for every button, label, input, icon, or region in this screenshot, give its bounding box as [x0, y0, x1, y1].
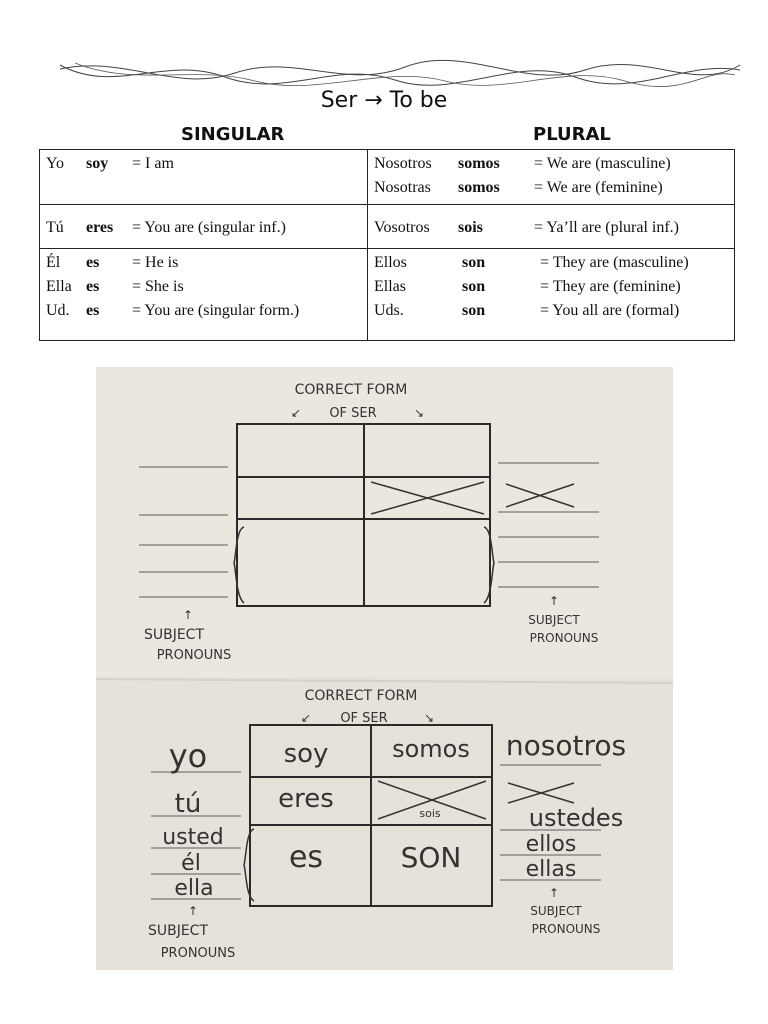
meaning: = We are (masculine): [534, 155, 671, 172]
meaning: = She is: [132, 278, 184, 295]
meaning: = Ya’ll are (plural inf.): [534, 218, 679, 236]
verb-form: sois: [458, 218, 483, 236]
meaning: = You are (singular form.): [132, 302, 300, 319]
plural-header: PLURAL: [533, 124, 611, 145]
pronoun: Uds.: [374, 302, 404, 319]
meaning: = I am: [132, 155, 174, 172]
subject-label: SUBJECT: [143, 627, 205, 643]
pronoun: Nosotros: [374, 155, 432, 172]
grid-answer-somos: somos: [392, 735, 470, 763]
handwritten-diagram-photo: [96, 367, 673, 970]
pronoun-yo: yo: [168, 737, 208, 775]
plural-cell: [368, 249, 735, 341]
up-arrow-icon: ↑: [187, 904, 199, 918]
grid-answer-sois: sois: [419, 807, 441, 820]
meaning: = You are (singular inf.): [132, 218, 286, 236]
pronoun: Ella: [46, 278, 72, 295]
conjugation-line: [374, 275, 728, 299]
pronoun: Nosotras: [374, 179, 431, 196]
conjugation-line: [46, 152, 361, 176]
singular-cell: [40, 205, 368, 249]
subject-label: SUBJECT: [147, 923, 209, 939]
pronouns-label: PRONOUNS: [531, 922, 601, 936]
meaning: = They are (masculine): [540, 254, 689, 271]
conjugation-line: [374, 299, 728, 323]
conjugation-line: [374, 251, 728, 275]
table-row: [40, 150, 735, 205]
verb-form: es: [86, 254, 100, 271]
subject-label: SUBJECT: [530, 904, 582, 918]
meaning: = We are (feminine): [534, 179, 663, 196]
table-row: [40, 249, 735, 341]
conjugation-table: [39, 149, 735, 341]
verb-form: somos: [458, 179, 500, 196]
conjugation-line: [46, 216, 361, 240]
down-right-arrow-icon: ↘: [414, 406, 425, 420]
down-right-arrow-icon: ↘: [424, 711, 435, 725]
pronoun: Ellos: [374, 254, 407, 271]
verb-form: eres: [86, 218, 114, 236]
verb-form: es: [86, 278, 100, 295]
pronoun-tu: tú: [174, 789, 202, 819]
verb-form: soy: [86, 155, 109, 172]
verb-form: somos: [458, 155, 500, 172]
pronouns-label: PRONOUNS: [160, 946, 236, 961]
grid-answer-soy: soy: [283, 739, 329, 769]
verb-form: son: [462, 278, 486, 295]
pronoun: Yo: [46, 155, 64, 172]
grid-answer-eres: eres: [278, 784, 334, 814]
pronoun-el: él: [181, 851, 201, 876]
table-row: [40, 205, 735, 249]
pronoun: Ud.: [46, 302, 70, 319]
pronoun-ella: ella: [174, 876, 214, 901]
singular-cell: [40, 150, 368, 205]
pronoun-ustedes: ustedes: [528, 804, 624, 832]
subject-label: SUBJECT: [528, 613, 580, 627]
meaning: = You all are (formal): [540, 302, 680, 319]
verb-form: son: [462, 302, 486, 319]
of-ser-label: OF SER: [329, 406, 377, 421]
diagram-drawing: [96, 367, 673, 970]
pronoun: Él: [46, 254, 61, 271]
plural-cell: [368, 205, 735, 249]
pronoun: Tú: [46, 218, 64, 236]
verb-form: son: [462, 254, 486, 271]
singular-cell: [40, 249, 368, 341]
pronouns-label: PRONOUNS: [156, 648, 232, 663]
conjugation-line: [46, 251, 361, 275]
of-ser-label: OF SER: [340, 711, 388, 726]
correct-form-label: CORRECT FORM: [304, 688, 418, 704]
plural-cell: [368, 150, 735, 205]
conjugation-line: [46, 299, 361, 323]
pronoun: Vosotros: [374, 218, 430, 236]
up-arrow-icon: ↑: [548, 886, 560, 900]
meaning: = He is: [132, 254, 179, 271]
down-left-arrow-icon: ↙: [291, 406, 302, 420]
pronoun: Ellas: [374, 278, 406, 295]
conjugation-line: [46, 275, 361, 299]
page-title: Ser → To be: [320, 88, 448, 113]
pronoun-usted: usted: [162, 825, 224, 850]
verb-form: es: [86, 302, 100, 319]
correct-form-label: CORRECT FORM: [294, 382, 408, 398]
pronoun-ellos: ellos: [525, 832, 577, 857]
singular-header: SINGULAR: [181, 124, 285, 145]
pronouns-label: PRONOUNS: [529, 631, 599, 645]
up-arrow-icon: ↑: [548, 594, 560, 608]
down-left-arrow-icon: ↙: [301, 711, 312, 725]
up-arrow-icon: ↑: [182, 608, 194, 622]
conjugation-line: [374, 216, 728, 240]
meaning: = They are (feminine): [540, 278, 681, 295]
conjugation-line: [374, 152, 728, 176]
conjugation-line: [374, 176, 728, 200]
pronoun-ellas: ellas: [525, 857, 577, 882]
pronoun-nosotros: nosotros: [505, 729, 627, 762]
grid-answer-es: es: [288, 840, 324, 875]
grid-answer-son: SON: [400, 841, 462, 874]
